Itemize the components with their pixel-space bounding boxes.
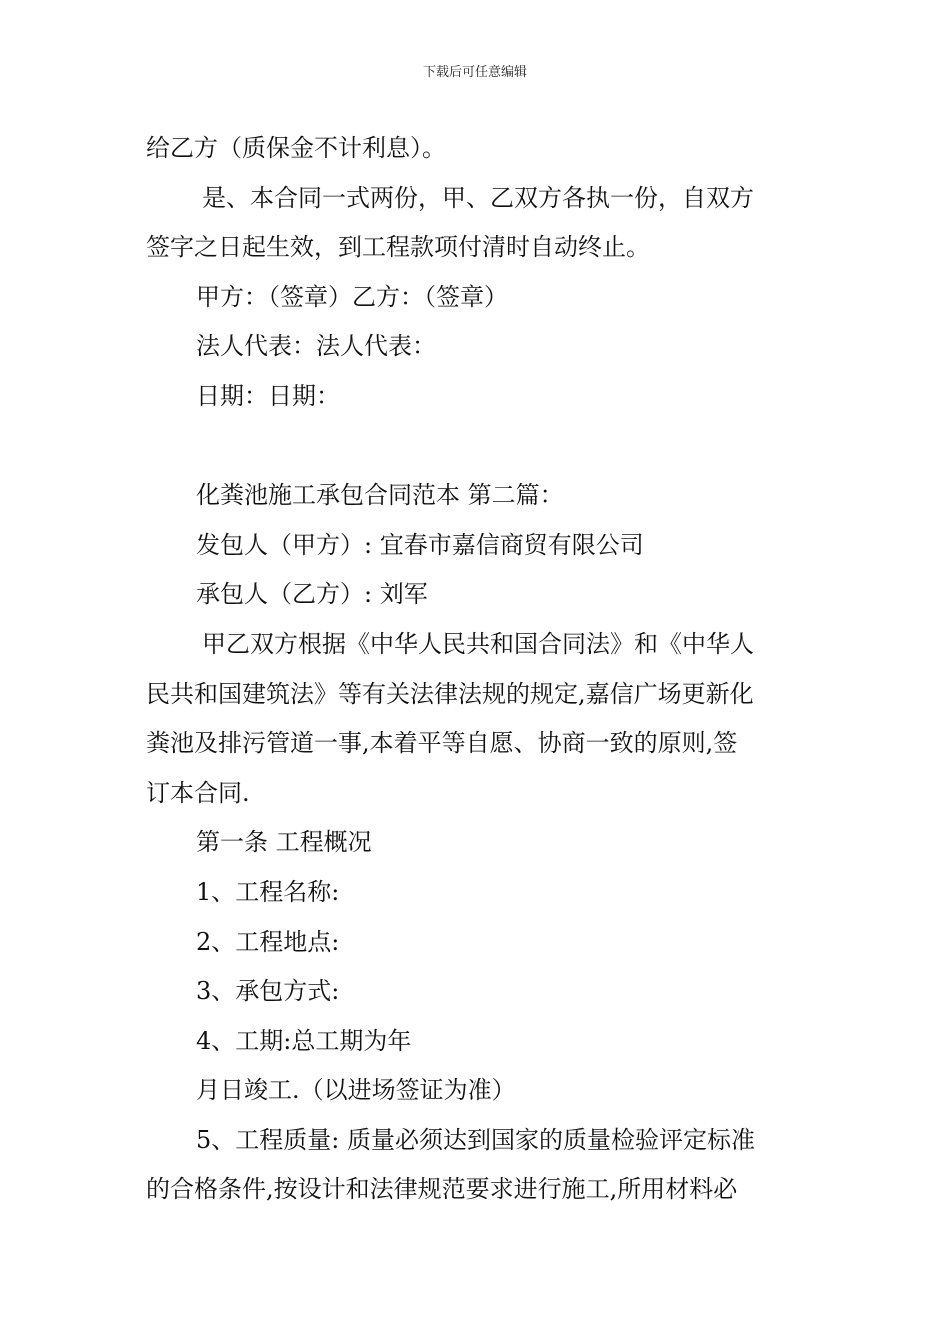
page-header: 下载后可任意编辑 — [422, 65, 527, 80]
paragraph-line: 签字之日起生效，到工程款项付清时自动终止。 — [146, 233, 650, 262]
signature-line: 甲方：（签章）乙方：（签章） — [196, 282, 508, 311]
list-item: 5、工程质量: 质量必须达到国家的质量检验评定标准 — [196, 1125, 755, 1154]
party-line: 发包人（甲方）: 宜春市嘉信商贸有限公司 — [196, 530, 644, 559]
paragraph-line: 甲乙双方根据《中华人民共和国合同法》和《中华人 — [202, 629, 754, 658]
paragraph-line: 给乙方（质保金不计利息）。 — [146, 134, 446, 162]
signature-line: 日期：日期： — [196, 381, 340, 410]
blank-line — [146, 422, 810, 472]
paragraph-line: 是、本合同一式两份，甲、乙双方各执一份，自双方 — [202, 183, 754, 212]
paragraph-line: 月日竣工.（以进场签证为准） — [196, 1076, 516, 1105]
section-title: 化粪池施工承包合同范本 第二篇： — [196, 481, 564, 510]
list-item: 4、工期:总工期为年 — [196, 1026, 412, 1055]
list-item: 2、工程地点: — [196, 927, 340, 956]
article-heading: 第一条 工程概况 — [196, 828, 372, 857]
paragraph-line: 民共和国建筑法》等有关法律法规的规定,嘉信广场更新化 — [146, 679, 754, 708]
paragraph-line: 订本合同. — [146, 778, 250, 807]
party-line: 承包人（乙方）: 刘军 — [196, 580, 428, 609]
signature-line: 法人代表：法人代表： — [196, 332, 436, 361]
paragraph-line: 的合格条件,按设计和法律规范要求进行施工,所用材料必 — [146, 1175, 738, 1204]
list-item: 3、承包方式: — [196, 977, 340, 1006]
document-body — [146, 124, 810, 1215]
list-item: 1、工程名称: — [196, 877, 340, 906]
paragraph-line: 粪池及排污管道一事,本着平等自愿、协商一致的原则,签 — [146, 729, 738, 758]
